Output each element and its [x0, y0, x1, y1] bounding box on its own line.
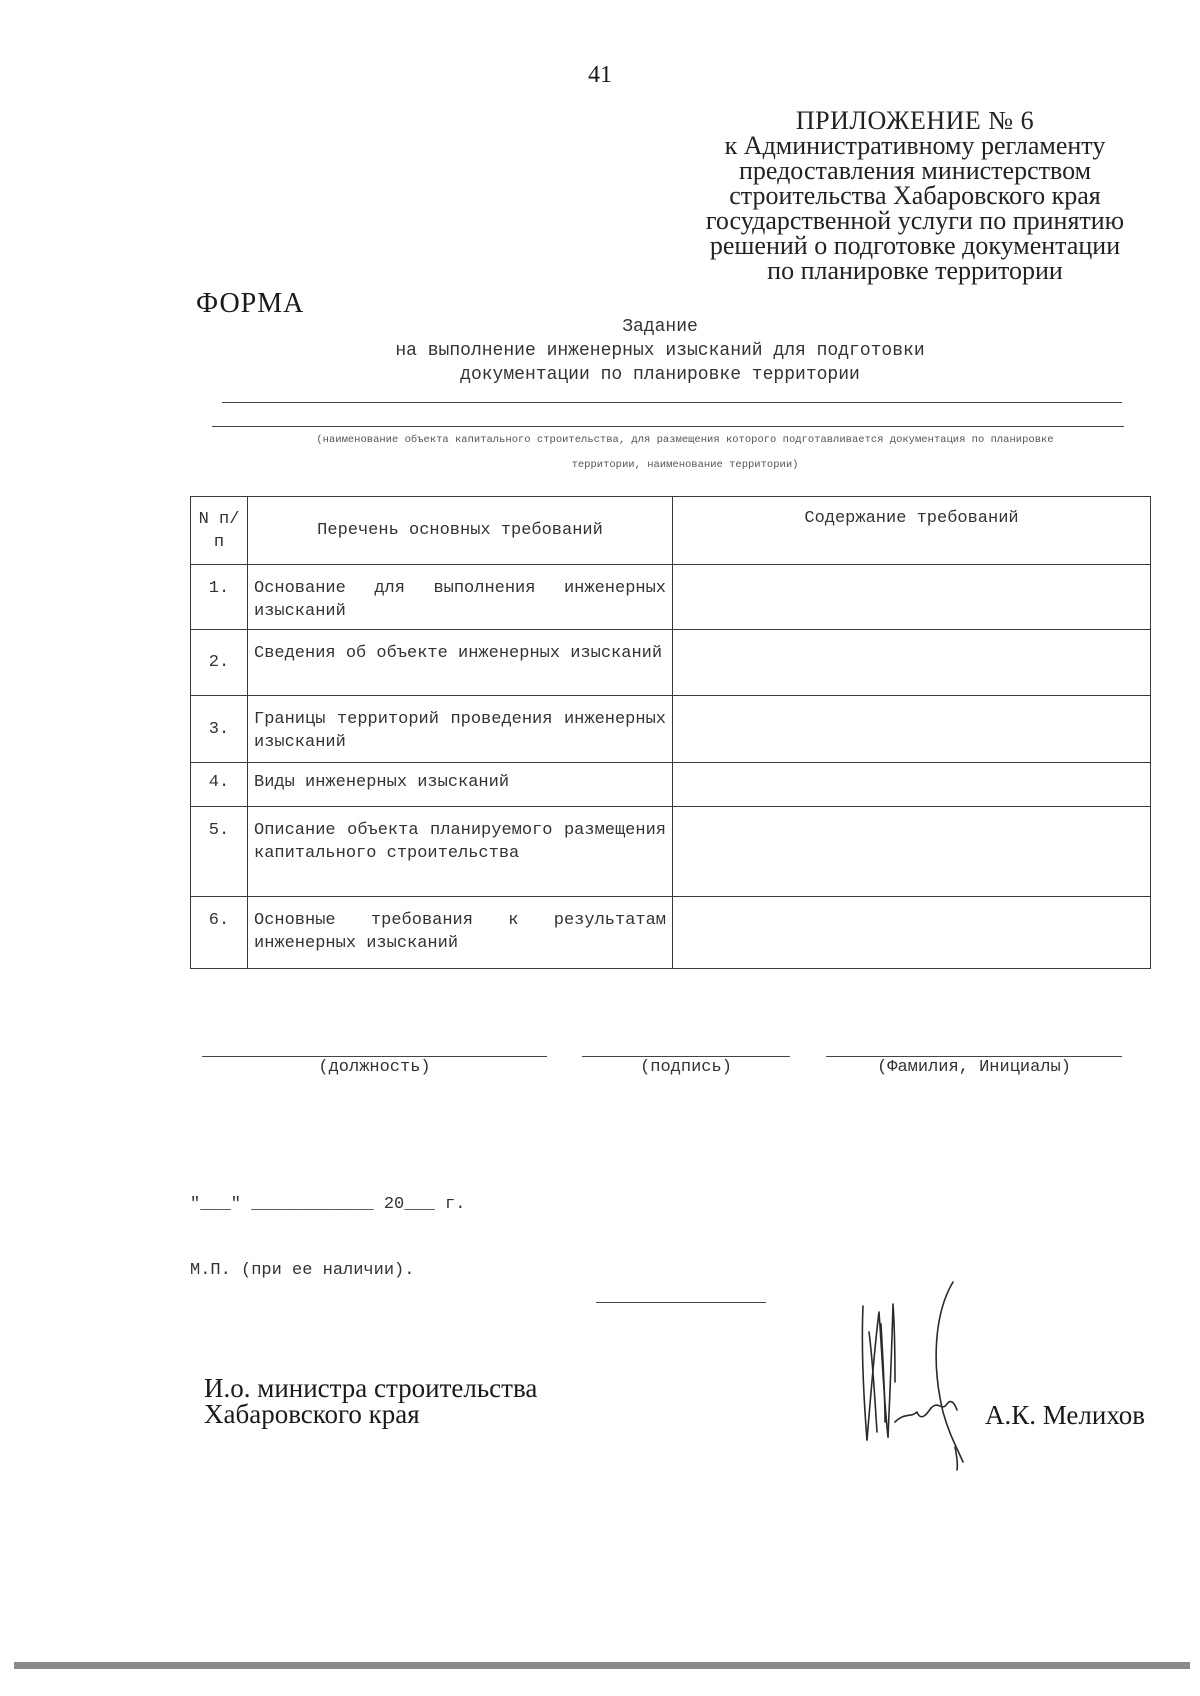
- header-number: N п/п: [191, 497, 248, 565]
- row-number: 1.: [191, 565, 248, 630]
- appendix-line: государственной услуги по принятию: [705, 206, 1125, 235]
- table-header-row: [191, 497, 1151, 565]
- appendix-line: к Административному регламенту: [724, 131, 1106, 160]
- table-row: [191, 565, 1151, 630]
- page-number: 41: [588, 62, 612, 88]
- row-number: 3.: [191, 696, 248, 763]
- table-row: [191, 763, 1151, 807]
- name-caption: (Фамилия, Инициалы): [877, 1058, 1071, 1077]
- task-title: [300, 315, 1020, 387]
- date-line: "___" ____________ 20___ г.: [190, 1195, 466, 1214]
- row-number: 2.: [191, 630, 248, 696]
- row-content-cell[interactable]: [673, 630, 1151, 696]
- table-row: [191, 897, 1151, 969]
- row-requirement: Сведения об объекте инженерных изысканий: [248, 630, 673, 696]
- row-content-cell[interactable]: [673, 565, 1151, 630]
- official-title: [204, 1375, 537, 1427]
- task-subtitle-line: документации по планировке территории: [460, 365, 860, 385]
- appendix-line: по планировке территории: [767, 256, 1063, 285]
- row-requirement: Основание для выполнения инженерных изысканий: [248, 565, 673, 630]
- position-line: [202, 1056, 547, 1057]
- signature-line: [582, 1056, 790, 1057]
- row-requirement: Описание объекта планируемого размещения капитального строительства: [248, 807, 673, 897]
- row-requirement: Виды инженерных изысканий: [248, 763, 673, 807]
- table-row: [191, 630, 1151, 696]
- task-subtitle-line: на выполнение инженерных изысканий для подготовки: [395, 341, 925, 361]
- official-name: А.К. Мелихов: [985, 1400, 1146, 1430]
- row-content-cell[interactable]: [673, 763, 1151, 807]
- signature-caption: (подпись): [640, 1058, 732, 1077]
- table-row: [191, 696, 1151, 763]
- official-title-line: И.о. министра строительства: [204, 1373, 538, 1403]
- object-name-line-1: [222, 402, 1122, 403]
- header-requirements-list: Перечень основных требований: [248, 497, 673, 565]
- position-caption: (должность): [318, 1058, 431, 1077]
- row-number: 6.: [191, 897, 248, 969]
- header-requirements-content: Содержание требований: [673, 497, 1151, 565]
- row-content-cell[interactable]: [673, 696, 1151, 763]
- form-label: ФОРМА: [196, 288, 305, 319]
- row-content-cell[interactable]: [673, 807, 1151, 897]
- appendix-line: строительства Хабаровского края: [729, 181, 1101, 210]
- appendix-line: предоставления министерством: [738, 156, 1092, 185]
- table-row: [191, 807, 1151, 897]
- task-heading: Задание: [622, 317, 698, 337]
- object-caption: [205, 428, 1165, 478]
- object-caption-line: территории, наименование территории): [571, 459, 799, 471]
- appendix-header: [660, 108, 1170, 283]
- separator-line: [596, 1302, 766, 1303]
- requirements-table: [190, 496, 1151, 969]
- object-caption-line: (наименование объекта капитального строительства, для размещения которого подготавливается документация по планировке: [316, 434, 1054, 446]
- appendix-line: решений о подготовке документации: [709, 231, 1121, 260]
- row-number: 5.: [191, 807, 248, 897]
- handwritten-signature: [855, 1272, 995, 1472]
- name-line: [826, 1056, 1122, 1057]
- stamp-note: М.П. (при ее наличии).: [190, 1261, 415, 1280]
- row-requirement: Основные требования к результатам инженерных изысканий: [248, 897, 673, 969]
- page-bottom-border: [14, 1662, 1190, 1669]
- row-number: 4.: [191, 763, 248, 807]
- row-content-cell[interactable]: [673, 897, 1151, 969]
- appendix-title: ПРИЛОЖЕНИЕ № 6: [795, 106, 1035, 135]
- official-title-line: Хабаровского края: [204, 1399, 420, 1429]
- date-block: [190, 1150, 465, 1304]
- object-name-line-2: [212, 426, 1124, 427]
- row-requirement: Границы территорий проведения инженерных изысканий: [248, 696, 673, 763]
